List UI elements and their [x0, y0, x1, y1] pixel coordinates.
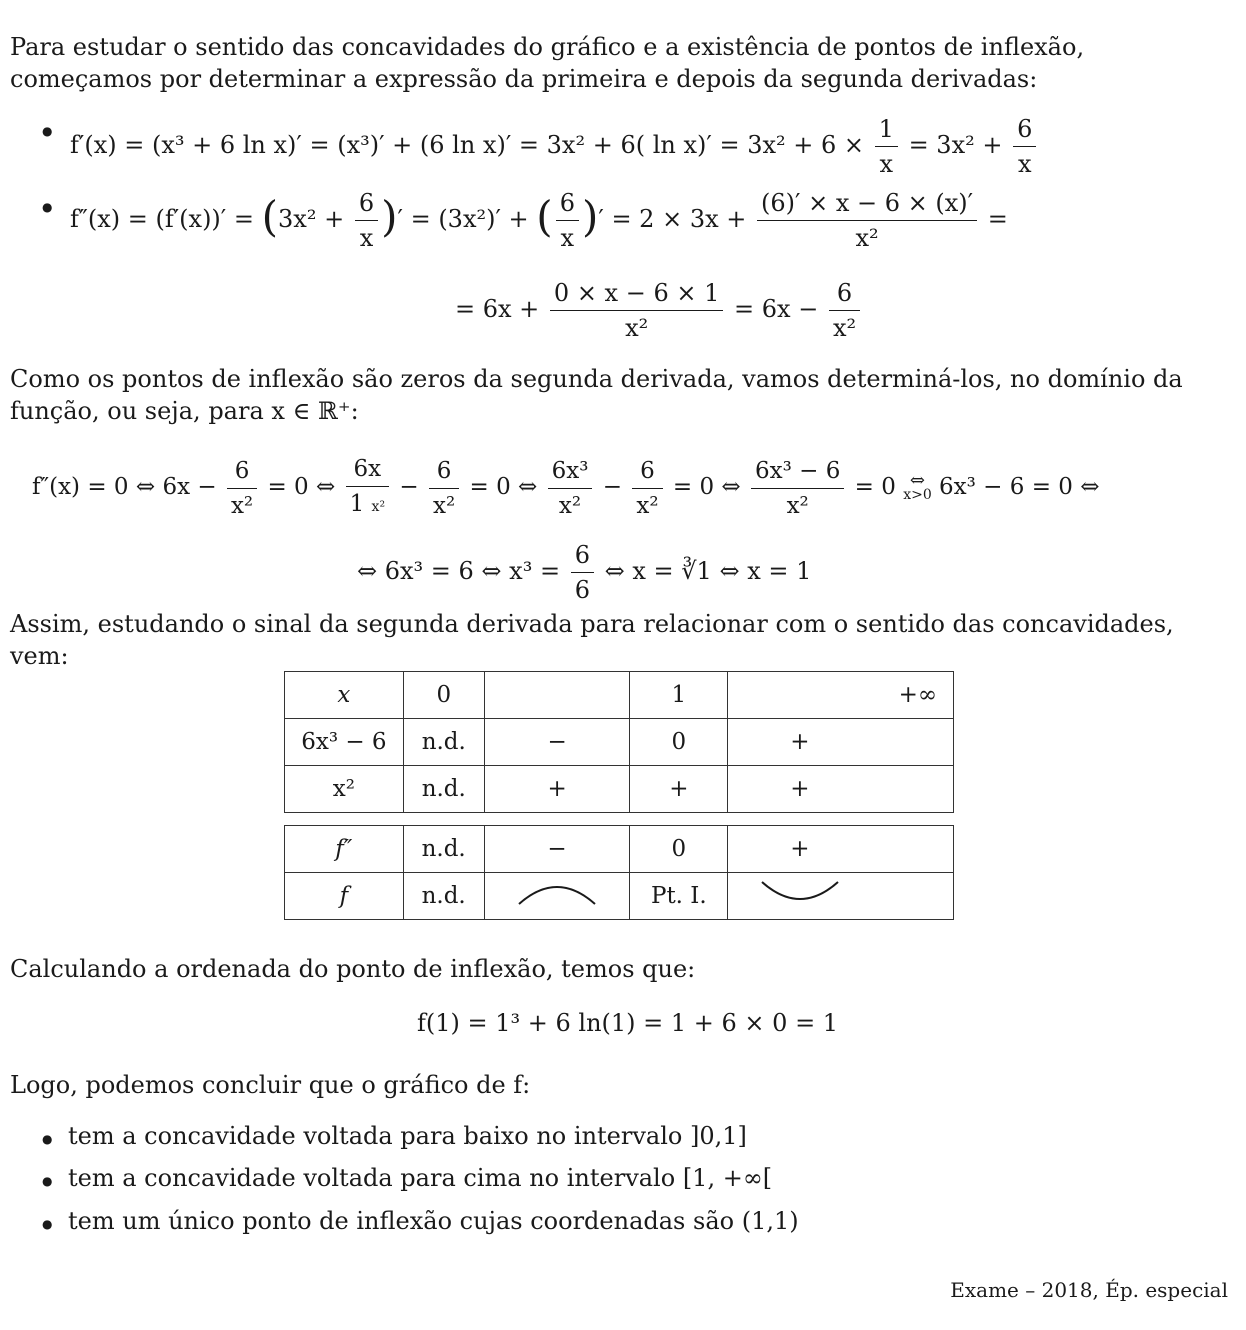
deriv2-lhs: f″(x) = (f′(x))′ =: [70, 205, 254, 233]
table-cell: 1: [630, 672, 728, 719]
eqz-line2-num: 6: [571, 538, 594, 573]
eqz-d-num: 6x³: [548, 454, 593, 489]
table-cell: −: [484, 826, 630, 873]
eqz-a: f″(x) = 0 ⇔ 6x −: [32, 474, 217, 500]
table-cell: +: [728, 826, 954, 873]
eqz-h: 6x³ − 6 = 0 ⇔: [939, 474, 1100, 500]
eqz-b-den-value: 1: [349, 491, 365, 517]
table-cell: 0: [403, 672, 484, 719]
eqz-a-num: 6: [227, 454, 257, 489]
deriv2-line2-den2: x²: [832, 314, 857, 342]
eqz-b: = 0 ⇔: [267, 474, 336, 500]
concave-up-icon: [728, 873, 954, 920]
deriv2-line2-b: = 6x −: [734, 295, 819, 323]
table-cell: [484, 672, 630, 719]
zero-equation-line-1: [32, 452, 1100, 524]
deriv2-line2-num: 0 × x − 6 × 1: [550, 276, 723, 311]
deriv2-eq2: = (3x²)′ +: [410, 205, 529, 233]
deriv2-paren1-a: 3x² +: [278, 205, 345, 233]
second-derivative-line-2: [455, 276, 863, 345]
deriv1-mid: = 3x² +: [908, 131, 1003, 159]
deriv1-lhs: f′(x) = (x³ + 6 ln x)′ = (x³)′ + (6 ln x)′ = 3x² + 6( ln x)′ = 3x² + 6 ×: [70, 131, 864, 159]
table-cell: x: [285, 672, 404, 719]
deriv1-frac1-num: 1: [875, 112, 898, 147]
table-cell: n.d.: [403, 766, 484, 813]
zero-equation-line-2: [357, 538, 811, 607]
eqz-d: = 0 ⇔: [469, 474, 538, 500]
eqz-b-den: [346, 487, 389, 524]
table-cell: f″: [285, 826, 404, 873]
conclusion-intro-paragraph: Logo, podemos concluir que o gráfico de f:: [10, 1071, 531, 1099]
sign-intro-paragraph: Assim, estudando o sinal da segunda derivada para relacionar com o sentido das concavidades, vem:: [10, 610, 1174, 670]
deriv2-paren1-num: 6: [355, 186, 378, 221]
deriv1-frac2-den: x: [1017, 150, 1032, 178]
deriv2-end: =: [987, 205, 1008, 233]
concave-down-icon: [484, 873, 630, 920]
deriv1-frac2-num: 6: [1013, 112, 1036, 147]
deriv2-eq3: = 2 × 3x +: [611, 205, 747, 233]
eqz-e-num: 6: [632, 454, 662, 489]
table-row: [285, 672, 954, 719]
ordinate-intro-paragraph: Calculando a ordenada do ponto de inflexão, temos que:: [10, 955, 696, 983]
deriv2-paren2-num: 6: [556, 186, 579, 221]
table-row: [285, 766, 954, 813]
eqz-d-den: x²: [558, 492, 582, 519]
eqz-b-sub: x²: [371, 499, 386, 515]
eqz-g-arrow: ⇔: [909, 470, 925, 491]
table-cell: n.d.: [403, 873, 484, 920]
eqz-f-den: x²: [786, 492, 809, 519]
conclusion-text: tem a concavidade voltada para cima no intervalo [1, +∞[: [68, 1164, 773, 1192]
eqz-c: −: [399, 474, 419, 500]
deriv2-frac-den: x²: [855, 224, 879, 252]
table-row: [285, 873, 954, 920]
footer-source: Exame – 2018, Ép. especial: [950, 1278, 1228, 1302]
table-cell: 6x³ − 6: [285, 719, 404, 766]
conclusion-text: tem a concavidade voltada para baixo no intervalo ]0,1]: [68, 1122, 747, 1150]
table-cell: +: [728, 766, 954, 813]
eqz-line2-b: ⇔ x = ∛1 ⇔ x = 1: [604, 557, 812, 585]
deriv2-frac-num: (6)′ × x − 6 × (x)′: [757, 186, 977, 221]
table-cell: 0: [630, 719, 728, 766]
table-cell: −: [484, 719, 630, 766]
deriv2-line2-num2: 6: [829, 276, 860, 311]
eqz-line2-a: ⇔ 6x³ = 6 ⇔ x³ =: [357, 557, 561, 585]
table-cell: n.d.: [403, 719, 484, 766]
eqz-e-den: x²: [636, 492, 659, 519]
table-cell: +: [728, 719, 954, 766]
deriv2-paren1-den: x: [359, 224, 374, 252]
deriv2-line2-a: = 6x +: [455, 295, 540, 323]
table-cell: n.d.: [403, 826, 484, 873]
table-row: [285, 826, 954, 873]
eqz-c-num: 6: [429, 454, 459, 489]
sign-table-top: [284, 671, 954, 813]
eqz-f: = 0 ⇔: [672, 474, 741, 500]
deriv1-frac1-den: x: [879, 150, 894, 178]
eqz-g-sub: x>0: [903, 487, 932, 503]
table-cell: +: [630, 766, 728, 813]
eqz-c-den: x²: [432, 492, 456, 519]
conclusion-text: tem um único ponto de inflexão cujas coordenadas são (1,1): [68, 1207, 799, 1235]
deriv2-line2-den: x²: [625, 314, 649, 342]
intro-paragraph: Para estudar o sentido das concavidades do gráfico e a existência de pontos de inflexão, começamos por determinar a expressão da primeira e depois da segunda derivadas:: [10, 33, 1085, 93]
table-cell: +: [484, 766, 630, 813]
table-cell: f: [285, 873, 404, 920]
ordinate-equation: f(1) = 1³ + 6 ln(1) = 1 + 6 × 0 = 1: [417, 1009, 839, 1037]
table-cell: 0: [630, 826, 728, 873]
table-cell: x²: [285, 766, 404, 813]
eqz-g: = 0: [854, 474, 896, 500]
table-row: [285, 719, 954, 766]
eqz-line2-den: 6: [574, 576, 590, 604]
eqz-f-num: 6x³ − 6: [751, 454, 844, 489]
eqz-e: −: [602, 474, 623, 500]
eqz-b-num: 6x: [346, 452, 389, 487]
deriv2-paren2-den: x: [560, 224, 575, 252]
table-cell: Pt. I.: [630, 873, 728, 920]
zeros-intro-paragraph: Como os pontos de inflexão são zeros da segunda derivada, vamos determiná-los, no domínio da função, ou seja, para x ∈ ℝ⁺:: [10, 365, 1183, 425]
sign-table-bottom: [284, 825, 954, 920]
table-cell: +∞: [728, 672, 954, 719]
eqz-a-den: x²: [230, 492, 254, 519]
